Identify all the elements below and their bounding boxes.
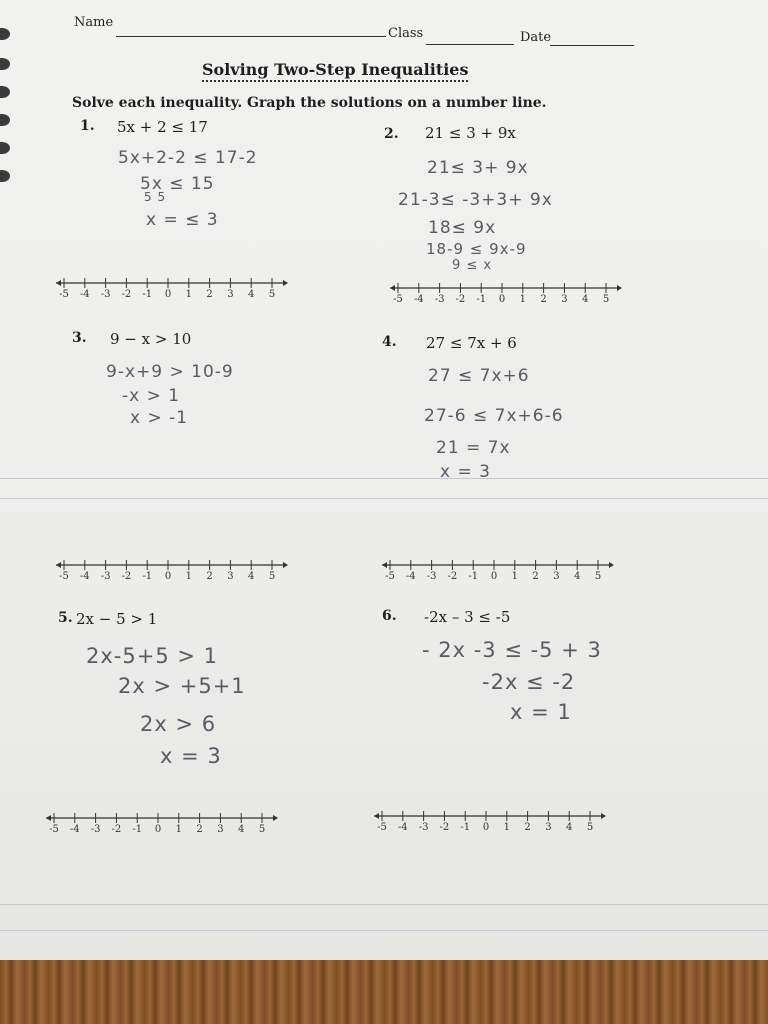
tick-label: -4 (69, 824, 80, 835)
tick-label: -2 (111, 824, 122, 835)
tick-label: 3 (561, 294, 568, 305)
tick-labels (54, 571, 294, 585)
number-line (54, 558, 294, 588)
tick-label: -3 (100, 289, 111, 300)
tick-label: -1 (142, 289, 153, 300)
tick-label: -1 (142, 571, 153, 582)
tick-label: -1 (468, 571, 479, 582)
left-arrow (56, 280, 61, 286)
handwritten-step: 2x > +5+1 (118, 674, 246, 698)
left-arrow (46, 815, 51, 821)
tick-label: -3 (426, 571, 437, 582)
problem-number: 3. (72, 330, 87, 346)
binder-hole (0, 58, 10, 70)
tick-label: 3 (545, 822, 552, 833)
tick-label: 1 (519, 294, 526, 305)
number-line (44, 811, 284, 841)
tick-label: -2 (455, 294, 466, 305)
tick-label: 3 (227, 571, 234, 582)
number-line (388, 281, 628, 311)
ruled-line (0, 930, 768, 931)
date-line (550, 45, 634, 46)
handwritten-step: - 2x -3 ≤ -5 + 3 (422, 638, 602, 662)
tick-label: 0 (498, 294, 506, 305)
handwritten-step: 27 ≤ 7x+6 (428, 366, 530, 386)
number-line-axis (372, 809, 612, 823)
tick-label: 3 (217, 824, 224, 835)
tick-label: 0 (164, 571, 172, 582)
left-arrow (382, 562, 387, 568)
handwritten-step: 18-9 ≤ 9x-9 (426, 240, 527, 258)
tick-label: 4 (582, 294, 589, 305)
class-line (426, 44, 514, 45)
tick-label: 3 (227, 289, 234, 300)
problem-number: 1. (80, 118, 95, 134)
tick-label: -1 (476, 294, 487, 305)
problem-number: 6. (382, 608, 397, 624)
tick-label: 4 (238, 824, 245, 835)
handwritten-step: 18≤ 9x (428, 218, 497, 238)
tick-label: -4 (413, 294, 424, 305)
tick-label: 5 (586, 822, 594, 833)
handwritten-step: -x > 1 (122, 386, 181, 406)
tick-label: -3 (418, 822, 429, 833)
handwritten-step: 21≤ 3+ 9x (427, 158, 529, 178)
handwritten-step: 21 = 7x (436, 438, 511, 458)
number-line-axis (54, 558, 294, 572)
number-line-axis (54, 276, 294, 290)
right-arrow (273, 815, 278, 821)
tick-label: -4 (397, 822, 408, 833)
tick-label: -4 (79, 289, 90, 300)
date-label: Date (520, 30, 552, 45)
number-line-axis (380, 558, 620, 572)
handwritten-step: x = 3 (160, 744, 222, 768)
tick-label: -2 (121, 289, 132, 300)
problem-text: 5x + 2 ≤ 17 (117, 118, 208, 136)
class-label: Class (388, 26, 424, 41)
name-line (116, 36, 386, 37)
tick-label: 1 (185, 571, 192, 582)
instructions: Solve each inequality. Graph the solutions on a number line. (72, 95, 547, 111)
ruled-line (0, 498, 768, 499)
handwritten-step: 21-3≤ -3+3+ 9x (398, 190, 553, 210)
number-line (380, 558, 620, 588)
tick-label: -5 (393, 294, 403, 305)
problem-text: -2x – 3 ≤ -5 (424, 608, 511, 626)
binder-hole (0, 28, 10, 40)
ruled-line (0, 904, 768, 905)
handwritten-step: 2x > 6 (140, 712, 217, 736)
tick-label: 0 (164, 289, 172, 300)
tick-label: 4 (248, 571, 255, 582)
tick-label: -3 (90, 824, 101, 835)
tick-label: 5 (268, 571, 276, 582)
tick-label: 2 (196, 824, 203, 835)
tick-labels (380, 571, 620, 585)
problem-number: 4. (382, 334, 397, 350)
tick-label: 2 (540, 294, 547, 305)
right-arrow (283, 562, 288, 568)
problem-number: 2. (384, 126, 399, 142)
handwritten-step: 5 5 (144, 190, 167, 204)
tick-label: 5 (268, 289, 276, 300)
right-arrow (283, 280, 288, 286)
tick-label: 0 (490, 571, 498, 582)
handwritten-step: 27-6 ≤ 7x+6-6 (424, 406, 564, 426)
tick-label: 5 (594, 571, 602, 582)
number-line-axis (44, 811, 284, 825)
tick-label: 5 (602, 294, 610, 305)
tick-label: 2 (206, 571, 213, 582)
tick-label: 2 (532, 571, 539, 582)
wooden-table (0, 960, 768, 1024)
right-arrow (617, 285, 622, 291)
tick-label: -4 (405, 571, 416, 582)
tick-label: 5 (258, 824, 266, 835)
tick-label: -5 (377, 822, 387, 833)
handwritten-step: x = 3 (440, 462, 491, 482)
tick-label: -5 (59, 289, 69, 300)
tick-label: 1 (175, 824, 182, 835)
tick-label: 4 (566, 822, 573, 833)
binder-hole (0, 86, 10, 98)
tick-label: -2 (121, 571, 132, 582)
handwritten-step: -2x ≤ -2 (482, 670, 576, 694)
handwritten-step: 5x ≤ 15 (140, 174, 215, 194)
tick-label: -5 (59, 571, 69, 582)
problem-text: 27 ≤ 7x + 6 (426, 334, 517, 352)
tick-label: 1 (185, 289, 192, 300)
tick-label: 1 (511, 571, 518, 582)
tick-label: 2 (206, 289, 213, 300)
binder-hole (0, 170, 10, 182)
tick-label: -1 (460, 822, 471, 833)
tick-label: -5 (385, 571, 395, 582)
right-arrow (601, 813, 606, 819)
handwritten-step: x = 1 (510, 700, 572, 724)
handwritten-step: 9-x+9 > 10-9 (106, 362, 234, 382)
left-arrow (56, 562, 61, 568)
tick-label: -5 (49, 824, 59, 835)
handwritten-step: 5x+2-2 ≤ 17-2 (118, 148, 258, 168)
binder-hole (0, 114, 10, 126)
tick-label: 1 (503, 822, 510, 833)
left-arrow (374, 813, 379, 819)
tick-label: 2 (524, 822, 531, 833)
handwritten-step: 9 ≤ x (452, 258, 493, 273)
tick-labels (54, 289, 294, 303)
tick-label: -1 (132, 824, 143, 835)
tick-label: -2 (447, 571, 458, 582)
name-label: Name (74, 15, 114, 30)
tick-label: 3 (553, 571, 560, 582)
problem-text: 9 − x > 10 (110, 330, 192, 348)
tick-labels (388, 294, 628, 308)
tick-label: 0 (482, 822, 490, 833)
problem-text: 2x − 5 > 1 (76, 610, 158, 628)
tick-label: 0 (154, 824, 162, 835)
handwritten-step: 2x-5+5 > 1 (86, 644, 218, 668)
tick-labels (44, 824, 284, 838)
page-title: Solving Two-Step Inequalities (202, 60, 468, 82)
number-line (54, 276, 294, 306)
tick-label: 4 (248, 289, 255, 300)
tick-label: -4 (79, 571, 90, 582)
left-arrow (390, 285, 395, 291)
problem-text: 21 ≤ 3 + 9x (425, 124, 516, 142)
tick-label: -3 (434, 294, 445, 305)
tick-labels (372, 822, 612, 836)
ruled-line (0, 478, 768, 479)
binder-hole (0, 142, 10, 154)
number-line-axis (388, 281, 628, 295)
tick-label: -2 (439, 822, 450, 833)
tick-label: 4 (574, 571, 581, 582)
number-line (372, 809, 612, 839)
handwritten-step: x > -1 (130, 408, 189, 428)
handwritten-step: x = ≤ 3 (146, 210, 219, 230)
right-arrow (609, 562, 614, 568)
problem-number: 5. (58, 610, 73, 626)
tick-label: -3 (100, 571, 111, 582)
